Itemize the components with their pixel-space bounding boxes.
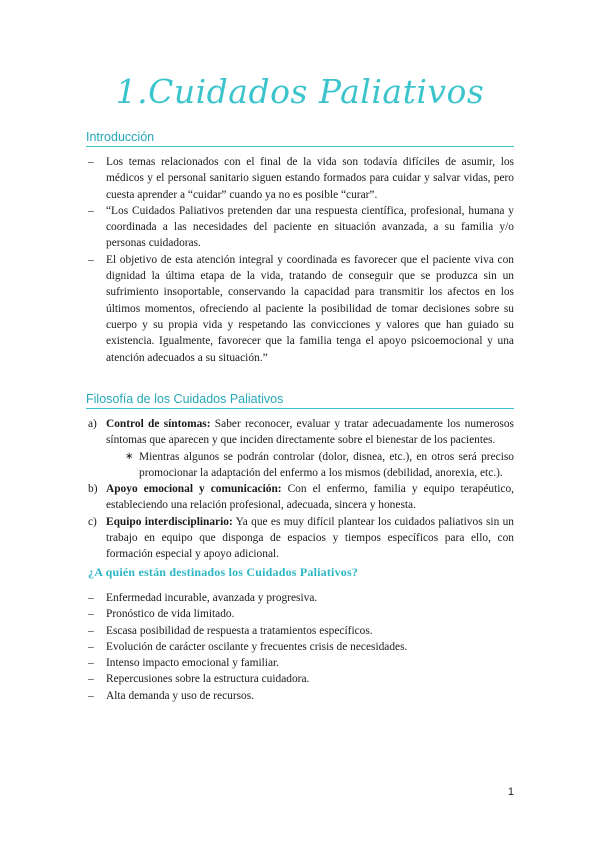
dash-bullet: –: [88, 624, 94, 637]
list-item: c) Equipo interdisciplinario: Ya que es muy difícil plantear los cuidados paliativos sin un trabajo en equipo que disponga de espacios y tiempos específicos para ello, con formación especial y apoyo adicional.: [88, 515, 514, 561]
sub-list-item: ∗ Mientras algunos se podrán controlar (dolor, disnea, etc.), en otros será preciso promocionar la adaptación del enfermo a los mismos (debilidad, anorexia, etc.).: [125, 450, 514, 479]
dash-bullet: –: [88, 689, 94, 702]
star-bullet: ∗: [125, 450, 134, 462]
page-number: 1: [507, 786, 514, 798]
target-question: ¿A quién están destinados los Cuidados Paliativos?: [88, 565, 359, 579]
list-item: – Los temas relacionados con el final de la vida son todavía difíciles de asumir, los médicos y el personal sanitario siguen estando formados para cuidar y salvar vidas, pero cuesta aprender a “cuidar” cuando ya no es posible “curar”.: [88, 156, 514, 201]
list-marker: b): [88, 483, 98, 496]
item-term: Apoyo emocional y comunicación:: [106, 483, 282, 496]
page-title: 1.Cuidados Paliativos: [115, 72, 485, 111]
philosophy-heading: Filosofía de los Cuidados Paliativos: [86, 392, 514, 409]
dash-bullet: –: [88, 592, 94, 604]
list-item: – Evolución de carácter oscilante y frecuentes crisis de necesidades.: [88, 639, 514, 655]
list-item: b) Apoyo emocional y comunicación: Con el enfermo, familia y equipo terapéutico, estableciendo una relación profesional, adecuada, sincera y honesta.: [88, 483, 514, 512]
dash-bullet: –: [88, 253, 94, 266]
list-item: – Intenso impacto emocional y familiar.: [88, 655, 514, 671]
list-item: – Pronóstico de vida limitado.: [88, 606, 514, 622]
dash-bullet: –: [88, 673, 94, 686]
list-item: – Enfermedad incurable, avanzada y progresiva.: [88, 590, 514, 606]
item-term: Equipo interdisciplinario:: [106, 515, 233, 528]
list-item: – “Los Cuidados Paliativos pretenden dar una respuesta científica, profesional, humana y coordinada a las necesidades del paciente en situación avanzada, a su familia y/o personas cuidadoras.: [88, 204, 514, 250]
target-list: [88, 590, 514, 704]
dash-bullet: –: [88, 657, 94, 670]
list-item: – Escasa posibilidad de respuesta a tratamientos específicos.: [88, 623, 514, 639]
dash-bullet: –: [88, 156, 94, 168]
list-item: a) Control de síntomas: Saber reconocer, evaluar y tratar adecuadamente los numerosos síntomas que aparecen y que inciden directamente sobre el bienestar de los pacientes. ∗ Mientras algunos se podrán controlar (dolor, disnea, etc.), en otros será preciso promocionar la adaptación del enfermo a los mismos (debilidad, anorexia, etc.).: [88, 416, 514, 481]
list-marker: a): [88, 418, 97, 430]
item-term: Control de síntomas:: [106, 418, 211, 430]
intro-list: [88, 154, 514, 366]
philosophy-list: [88, 416, 514, 563]
list-item: – Repercusiones sobre la estructura cuidadora.: [88, 671, 514, 687]
list-item: – Alta demanda y uso de recursos.: [88, 688, 514, 704]
dash-bullet: –: [88, 204, 94, 217]
dash-bullet: –: [88, 608, 94, 621]
intro-heading: Introducción: [86, 130, 514, 147]
list-item: – El objetivo de esta atención integral y coordinada es favorecer que el paciente viva con dignidad la última etapa de la vida, tratando de conseguir que se produzca sin un sufrimiento insoportable, conservando la capacidad para transmitir los afectos en los últimos momentos, ofreciendo al paciente la posibilidad de tomar decisiones sobre su cuerpo y su propia vida y respetando las convicciones y valores que han guiado su existencia. Igualmente, favorecer que la familia tenga el apoyo psicoemocional y una atención adecuados a su situación.”: [88, 253, 514, 364]
list-marker: c): [88, 515, 97, 528]
dash-bullet: –: [88, 640, 94, 653]
